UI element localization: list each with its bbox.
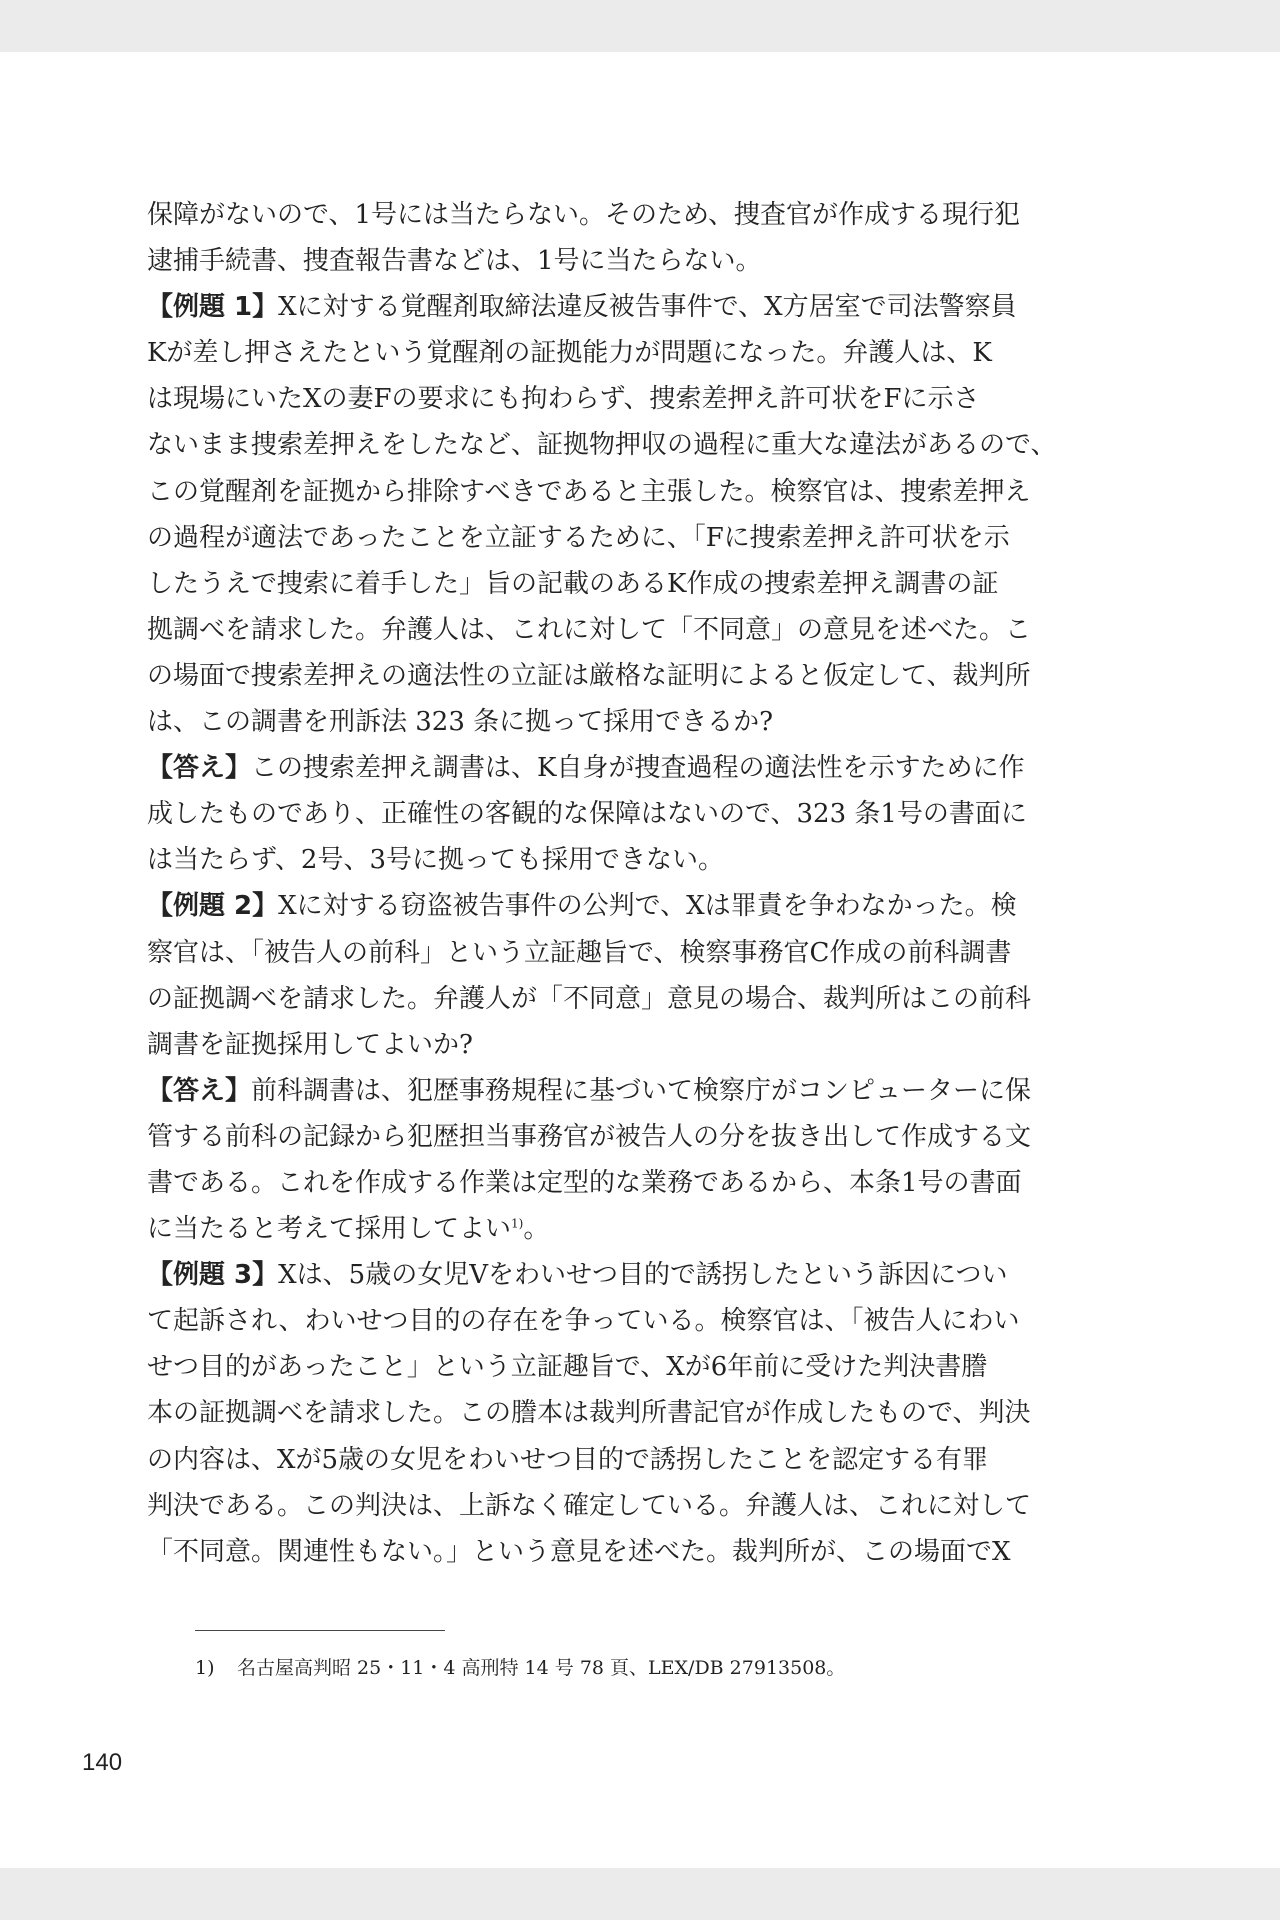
- line-text: ないまま捜索差押えをしたなど、証拠物押収の過程に重大な違法があるので、: [147, 430, 1057, 461]
- line-tail: 。: [523, 1214, 550, 1245]
- section-label: 【例題 3】: [147, 1260, 279, 1291]
- text-line: [147, 515, 1107, 561]
- text-line: [147, 238, 1107, 284]
- text-line: [147, 653, 1107, 699]
- line-text: 保障がないので、1号には当たらない。そのため、捜査官が作成する現行犯: [147, 200, 1020, 230]
- text-line: [147, 1068, 1107, 1114]
- text-line: [147, 1344, 1107, 1390]
- text-line: [147, 561, 1107, 607]
- text-line: [147, 469, 1107, 515]
- line-text: 管する前科の記録から犯歴担当事務官が被告人の分を抜き出して作成する文: [147, 1121, 1032, 1152]
- line-text: 拠調べを請求した。弁護人は、これに対して「不同意」の意見を述べた。こ: [147, 614, 1032, 645]
- page-number: 140: [82, 1749, 123, 1776]
- text-line: [147, 745, 1107, 791]
- text-line: [147, 330, 1107, 376]
- line-text: の証拠調べを請求した。弁護人が「不同意」意見の場合、裁判所はこの前科: [147, 983, 1032, 1014]
- line-text: Xは、5歳の女児Vをわいせつ目的で誘拐したという訴因につい: [278, 1260, 1008, 1291]
- line-text: 調書を証拠採用してよいか?: [147, 1029, 473, 1060]
- text-line: [147, 1160, 1107, 1206]
- text-line: [147, 376, 1107, 422]
- section-label: 【答え】: [147, 1075, 252, 1106]
- line-text: 成したものであり、正確性の客観的な保障はないので、323 条1号の書面に: [147, 799, 1027, 830]
- line-text: この覚醒剤を証拠から排除すべきであると主張した。検察官は、捜索差押え: [147, 476, 1031, 507]
- line-text: 本の証拠調べを請求した。この謄本は裁判所書記官が作成したもので、判決: [147, 1398, 1031, 1429]
- line-text: の内容は、Xが5歳の女児をわいせつ目的で誘拐したことを認定する有罪: [147, 1444, 989, 1475]
- footnote-rule: [195, 1630, 445, 1631]
- line-text: Kが差し押さえたという覚醒剤の証拠能力が問題になった。弁護人は、K: [147, 338, 992, 369]
- line-text: 判決である。この判決は、上訴なく確定している。弁護人は、これに対して: [147, 1490, 1032, 1521]
- line-text: は、この調書を刑訴法 323 条に拠って採用できるか?: [147, 707, 774, 738]
- text-line: [147, 930, 1107, 976]
- line-text: Xに対する窃盗被告事件の公判で、Xは罪責を争わなかった。検: [278, 891, 1017, 922]
- text-line: [147, 976, 1107, 1022]
- text-line: [147, 192, 1107, 238]
- line-text: せつ目的があったこと」という立証趣旨で、Xが6年前に受けた判決書謄: [147, 1352, 988, 1383]
- text-line: [147, 1114, 1107, 1160]
- footnote-text: 名古屋高判昭 25・11・4 高刑特 14 号 78 頁、LEX/DB 27913508。: [237, 1657, 846, 1679]
- line-text: に当たると考えて採用してよい: [147, 1214, 512, 1245]
- text-line: [147, 1437, 1107, 1483]
- line-text: Xに対する覚醒剤取締法違反被告事件で、X方居室で司法警察員: [278, 292, 1017, 323]
- text-line: [147, 837, 1107, 883]
- line-text: は現場にいたXの妻Fの要求にも拘わらず、捜索差押え許可状をFに示さ: [147, 384, 980, 415]
- bottom-margin-band: [0, 1868, 1280, 1920]
- section-label: 【例題 1】: [147, 292, 279, 323]
- text-line: [147, 1022, 1107, 1068]
- text-line: [147, 1252, 1107, 1298]
- line-text: 前科調書は、犯歴事務規程に基づいて検察庁がコンピューターに保: [251, 1075, 1032, 1106]
- line-text: の過程が適法であったことを立証するために、「Fに捜索差押え許可状を示: [147, 522, 1010, 553]
- line-text: は当たらず、2号、3号に拠っても採用できない。: [147, 845, 725, 876]
- section-label: 【例題 2】: [147, 891, 279, 922]
- footnote: [195, 1654, 1095, 1682]
- book-page: [0, 52, 1280, 1868]
- footnote-number: 1): [195, 1657, 215, 1679]
- text-line: [147, 1529, 1107, 1575]
- text-line: [147, 791, 1107, 837]
- text-line: [147, 1298, 1107, 1344]
- body-text: [147, 192, 1107, 1575]
- line-text: の場面で捜索差押えの適法性の立証は厳格な証明によると仮定して、裁判所: [147, 660, 1031, 691]
- line-text: この捜索差押え調書は、K自身が捜査過程の適法性を示すために作: [251, 753, 1025, 784]
- text-line: [147, 1390, 1107, 1436]
- text-line: [147, 883, 1107, 929]
- footnote-reference: 1): [511, 1216, 524, 1231]
- line-text: て起訴され、わいせつ目的の存在を争っている。検察官は、「被告人にわい: [147, 1306, 1020, 1337]
- text-line: [147, 607, 1107, 653]
- line-text: 察官は、「被告人の前科」という立証趣旨で、検察事務官C作成の前科調書: [147, 937, 1012, 968]
- section-label: 【答え】: [147, 753, 252, 784]
- line-text: したうえで捜索に着手した」旨の記載のあるK作成の捜索差押え調書の証: [147, 568, 999, 599]
- top-margin-band: [0, 0, 1280, 52]
- text-line: [147, 284, 1107, 330]
- line-text: 「不同意。関連性もない。」という意見を述べた。裁判所が、この場面でX: [147, 1536, 1011, 1567]
- text-line: [147, 699, 1107, 745]
- line-text: 逮捕手続書、捜査報告書などは、1号に当たらない。: [147, 246, 762, 277]
- text-line: [147, 1206, 1107, 1252]
- line-text: 書である。これを作成する作業は定型的な業務であるから、本条1号の書面: [147, 1167, 1022, 1198]
- text-line: [147, 422, 1107, 468]
- text-line: [147, 1483, 1107, 1529]
